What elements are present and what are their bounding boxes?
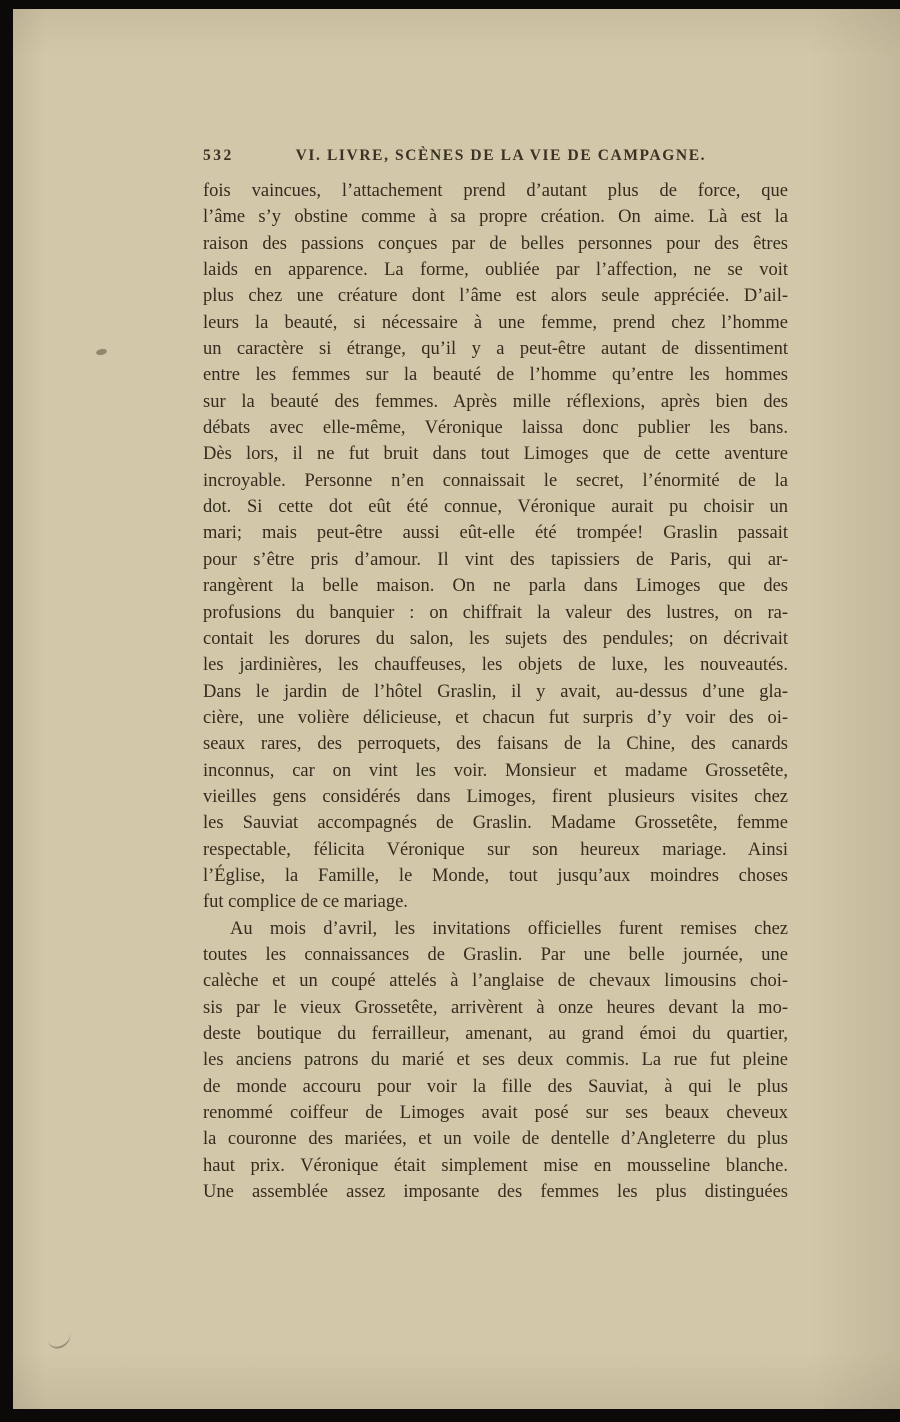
text-line: entre les femmes sur la beauté de l’homme qu’entre les hommes [203, 365, 788, 386]
text-line: un caractère si étrange, qu’il y a peut-être autant de dissentiment [203, 339, 788, 360]
text-line: renommé coiffeur de Limoges avait posé sur ses beaux cheveux [203, 1103, 788, 1124]
text-line: Une assemblée assez imposante des femmes les plus distinguées [203, 1182, 788, 1203]
text-line: l’Église, la Famille, le Monde, tout jusqu’aux moindres choses [203, 865, 788, 886]
text-line: fut complice de ce mariage. [203, 892, 408, 913]
text-line: les Sauviat accompagnés de Graslin. Madame Grossetête, femme [203, 813, 788, 834]
text-line: raison des passions conçues par de belles personnes pour des êtres [203, 233, 788, 254]
text-line: haut prix. Véronique était simplement mise en mousseline blanche. [203, 1155, 788, 1176]
ink-smudge [95, 348, 107, 356]
chapter-header: VI. LIVRE, SCÈNES DE LA VIE DE CAMPAGNE. [295, 147, 707, 164]
text-line: sur la beauté des femmes. Après mille réflexions, après bien des [203, 391, 788, 412]
text-line: de monde accouru pour voir la fille des Sauviat, à qui le plus [203, 1076, 788, 1097]
text-block [203, 178, 788, 1205]
text-line: laids en apparence. La forme, oubliée par l’affection, ne se voit [203, 260, 788, 281]
text-line: pour s’être pris d’amour. Il vint des tapissiers de Paris, qui ar- [203, 549, 788, 570]
pencil-mark [47, 1331, 74, 1350]
scan-edge-top [0, 0, 900, 9]
text-line: respectable, félicita Véronique sur son heureux mariage. Ainsi [203, 839, 788, 860]
page-content [203, 147, 788, 1205]
text-line: contait les dorures du salon, les sujets des pendules; on décrivait [203, 628, 788, 649]
text-line: sis par le vieux Grossetête, arrivèrent à onze heures devant la mo- [203, 997, 788, 1018]
text-line: l’âme s’y obstine comme à sa propre création. On aime. Là est la [203, 207, 788, 228]
running-header [203, 147, 788, 165]
text-line: fois vaincues, l’attachement prend d’autant plus de force, que [203, 181, 788, 201]
text-line: cière, une volière délicieuse, et chacun fut surpris d’y voir des oi- [203, 707, 788, 728]
text-line: calèche et un coupé attelés à l’anglaise de chevaux limousins choi- [203, 971, 788, 992]
text-line: les anciens patrons du marié et ses deux commis. La rue fut pleine [203, 1050, 788, 1071]
text-line: seaux rares, des perroquets, des faisans de la Chine, des canards [203, 734, 788, 755]
text-line: les jardinières, les chauffeuses, les objets de luxe, les nouveautés. [203, 655, 788, 676]
text-line: vieilles gens considérés dans Limoges, firent plusieurs visites chez [203, 786, 788, 807]
scan-edge-left [0, 0, 13, 1422]
text-line: leurs la beauté, si nécessaire à une femme, prend chez l’homme [203, 312, 788, 333]
text-line: deste boutique du ferrailleur, amenant, au grand émoi du quartier, [203, 1024, 788, 1044]
text-line: mari; mais peut-être aussi eût-elle été trompée! Graslin passait [203, 523, 788, 544]
text-line: débats avec elle-même, Véronique laissa donc publier les bans. [203, 418, 788, 439]
scan-edge-bottom [0, 1409, 900, 1422]
text-line: Dès lors, il ne fut bruit dans tout Limoges que de cette aventure [203, 444, 788, 465]
text-line: profusions du banquier : on chiffrait la valeur des lustres, on ra- [203, 602, 788, 623]
text-line: Au mois d’avril, les invitations officielles furent remises chez [230, 918, 788, 939]
text-line: la couronne des mariées, et un voile de dentelle d’Angleterre du plus [203, 1129, 788, 1150]
text-line: Dans le jardin de l’hôtel Graslin, il y avait, au-dessus d’une gla- [203, 681, 788, 702]
text-line: inconnus, car on vint les voir. Monsieur et madame Grossetête, [203, 760, 788, 781]
text-line: plus chez une créature dont l’âme est alors seule appréciée. D’ail- [203, 286, 788, 307]
text-line: dot. Si cette dot eût été connue, Véronique aurait pu choisir un [203, 497, 788, 518]
text-line: toutes les connaissances de Graslin. Par une belle journée, une [203, 944, 788, 965]
text-line: rangèrent la belle maison. On ne parla dans Limoges que des [203, 576, 788, 597]
page-number: 532 [203, 147, 234, 164]
text-line: incroyable. Personne n’en connaissait le secret, l’énormité de la [203, 470, 788, 491]
